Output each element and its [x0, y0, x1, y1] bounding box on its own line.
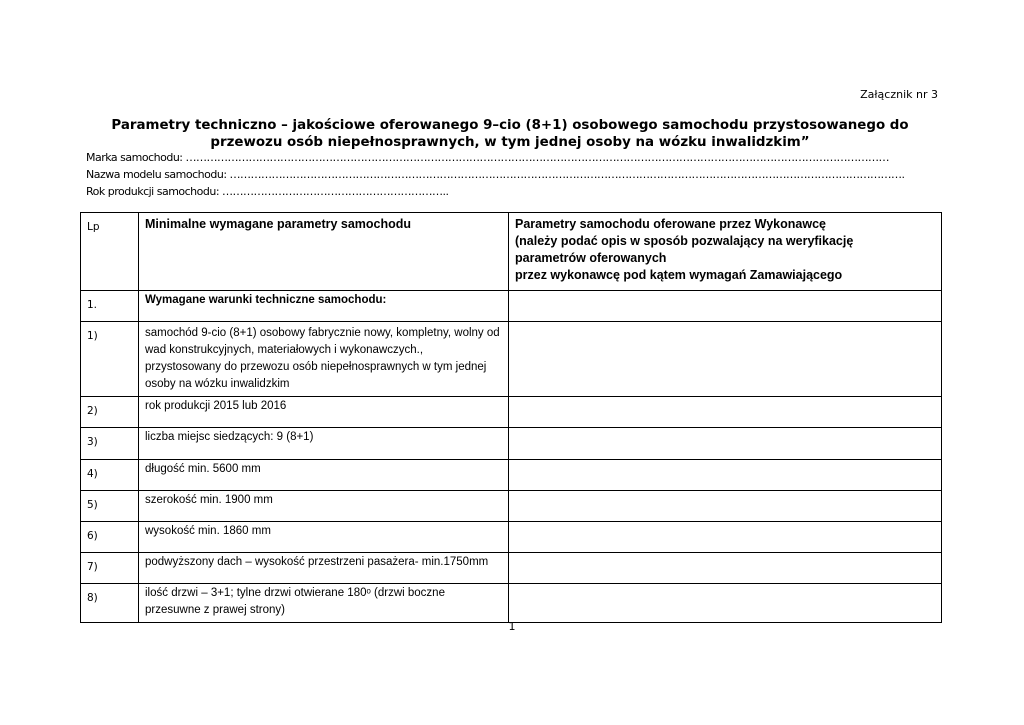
table-row — [81, 428, 942, 460]
row-lp: 5) — [81, 491, 139, 522]
header-lp: Lp — [81, 213, 139, 291]
header-offered-line: Parametry samochodu oferowane przez Wykonawcę — [515, 217, 826, 231]
table-row — [81, 397, 942, 428]
table-header-row — [81, 213, 942, 291]
header-offered-line: parametrów oferowanych — [515, 251, 667, 265]
row-offered-cell[interactable] — [509, 460, 942, 491]
row-requirement: długość min. 5600 mm — [139, 460, 509, 491]
row-lp: 1. — [81, 291, 139, 322]
header-offered-line: (należy podać opis w sposób pozwalający na weryfikację — [515, 234, 854, 248]
table-row — [81, 522, 942, 553]
row-lp: 6) — [81, 522, 139, 553]
field-make: Marka samochodu: ………………………………………………………………………………………………………………………………………………………………………………… — [86, 151, 889, 164]
row-lp: 2) — [81, 397, 139, 428]
header-offered — [509, 213, 942, 291]
table-row — [81, 322, 942, 397]
field-year: Rok produkcji samochodu: ……………………………………………………….. — [86, 185, 449, 198]
document-title: Parametry techniczno – jakościowe oferowanego 9–cio (8+1) osobowego samochodu przystosowanego do przewozu osób niepełnosprawnych, w tym jednej osoby na wózku inwalidzkim” — [111, 118, 909, 150]
row-offered-cell[interactable] — [509, 491, 942, 522]
header-requirements: Minimalne wymagane parametry samochodu — [139, 213, 509, 291]
row-offered-cell[interactable] — [509, 522, 942, 553]
row-offered-cell[interactable] — [509, 428, 942, 460]
row-requirement: samochód 9-cio (8+1) osobowy fabrycznie nowy, kompletny, wolny od wad konstrukcyjnych, materiałowych i wykonawczych., przystosowany do przewozu osób niepełnosprawnych w tym jednej osoby na wózku inwalidzkim — [139, 322, 509, 397]
row-requirement: szerokość min. 1900 mm — [139, 491, 509, 522]
row-offered-cell[interactable] — [509, 397, 942, 428]
row-lp: 7) — [81, 553, 139, 584]
row-requirement: ilość drzwi – 3+1; tylne drzwi otwierane 180ᵒ (drzwi boczne przesuwne z prawej strony) — [139, 584, 509, 623]
row-lp: 3) — [81, 428, 139, 460]
page-number: 1 — [508, 620, 516, 633]
table-row — [81, 553, 942, 584]
row-requirement: Wymagane warunki techniczne samochodu: — [139, 291, 509, 322]
parameters-table — [80, 212, 942, 623]
annex-label: Załącznik nr 3 — [860, 88, 938, 101]
field-model: Nazwa modelu samochodu: …………………………………………………………………………………………………………………………………………………………………………. — [86, 168, 905, 181]
row-offered-cell[interactable] — [509, 584, 942, 623]
table-row — [81, 291, 942, 322]
row-requirement: liczba miejsc siedzących: 9 (8+1) — [139, 428, 509, 460]
table-row — [81, 460, 942, 491]
row-lp: 1) — [81, 322, 139, 397]
table-row — [81, 491, 942, 522]
row-offered-cell[interactable] — [509, 322, 942, 397]
row-lp: 8) — [81, 584, 139, 623]
row-lp: 4) — [81, 460, 139, 491]
header-offered-line: przez wykonawcę pod kątem wymagań Zamawiającego — [515, 268, 843, 282]
row-offered-cell[interactable] — [509, 291, 942, 322]
row-requirement: rok produkcji 2015 lub 2016 — [139, 397, 509, 428]
row-requirement: podwyższony dach – wysokość przestrzeni pasażera- min.1750mm — [139, 553, 509, 584]
row-requirement: wysokość min. 1860 mm — [139, 522, 509, 553]
row-offered-cell[interactable] — [509, 553, 942, 584]
table-row — [81, 584, 942, 623]
